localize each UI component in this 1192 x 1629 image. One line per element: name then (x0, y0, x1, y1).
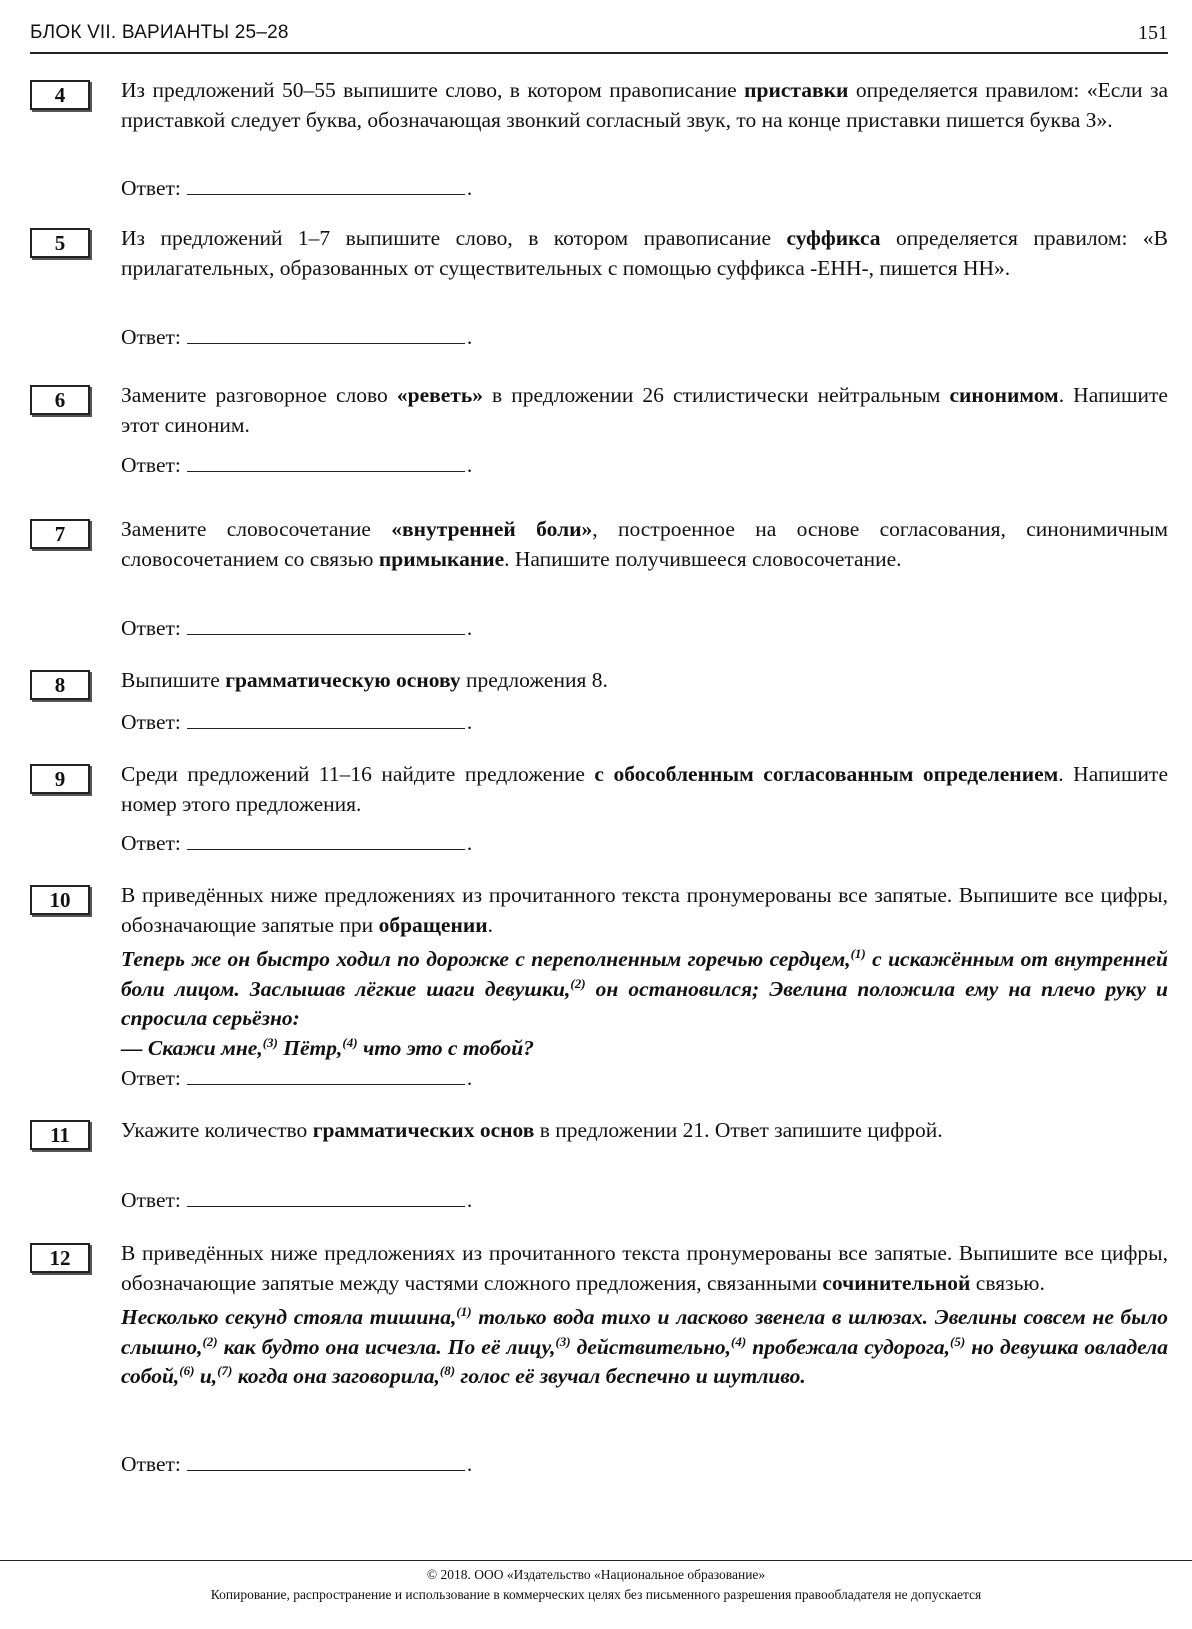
task-12 (30, 1239, 1168, 1392)
task-question: Выпишите грамматическую основу предложения 8. (121, 668, 608, 692)
quoted-text: Несколько секунд стояла тишина,$^{(1)}$ только вода тихо и ласково звенела в шлюзах. Эвелины совсем не было слышно,$^{(2)}$ как будто она исчезла. По её лицу,$^{(3)}$ действительно,$^{(4)}$ пробежала судорога,$^{(5)}$ но девушка овладела собой,$^{(6)}$ и,$^{(7)}$ когда она заговорила,$^{(8)}$ голос её звучал беспечно и шутливо. (121, 1303, 1168, 1388)
answer-line-4[interactable] (187, 174, 465, 195)
task-question: В приведённых ниже предложениях из прочитанного текста пронумерованы все запятые. Выпишите все цифры, обозначающие запятые между частями сложного предложения, связанными сочинительной связью. (121, 1241, 1168, 1295)
copyright-notice: Копирование, распространение и использование в коммерческих целях без письменного разрешения правообладателя не допускается (210, 1587, 982, 1602)
footer-divider (0, 1560, 1192, 1561)
task-question: В приведённых ниже предложениях из прочитанного текста пронумерованы все запятые. Выпишите все цифры, обозначающие запятые при обращении. (121, 883, 1168, 937)
task-4 (30, 76, 1168, 135)
task-number-box: 10 (30, 885, 90, 915)
answer-line-10[interactable] (187, 1064, 465, 1085)
task-8 (30, 666, 1168, 696)
answer-4: Ответ: . (121, 176, 473, 200)
answer-line-11[interactable] (187, 1186, 465, 1207)
section-title: БЛОК VII. ВАРИАНТЫ 25–28 (30, 22, 289, 43)
task-number-box: 4 (30, 80, 90, 110)
task-question: Из предложений 1–7 выпишите слово, в котором правописание суффикса определяется правилом: «В прилагательных, образованных от существительных с помощью суффикса -ЕНН-, пишется НН». (121, 226, 1168, 280)
answer-8: Ответ: . (121, 710, 473, 734)
task-question: Укажите количество грамматических основ в предложении 21. Ответ запишите цифрой. (121, 1118, 943, 1142)
task-question: Среди предложений 11–16 найдите предложение с обособленным согласованным определением. Напишите номер этого предложения. (121, 762, 1168, 816)
task-number-box: 11 (30, 1120, 90, 1150)
task-question: Замените словосочетание «внутренней боли», построенное на основе согласования, синонимичным словосочетанием со связью примыкание. Напишите получившееся словосочетание. (121, 517, 1168, 571)
answer-line-12[interactable] (187, 1450, 465, 1471)
answer-line-7[interactable] (187, 614, 465, 635)
answer-line-6[interactable] (187, 451, 465, 472)
task-9 (30, 760, 1168, 819)
running-head (30, 22, 1168, 50)
quoted-text: Теперь же он быстро ходил по дорожке с переполненным горечью сердцем,$^{(1)}$ с искажённым от внутренней боли лицом. Заслышав лёгкие шаги девушки,$^{(2)}$ он остановился; Эвелина положила ему на плечо руку и спросила серьёзно: — Скажи мне,$^{(3)}$ Пётр,$^{(4)}$ что это с тобой? (121, 945, 1168, 1060)
task-question: Из предложений 50–55 выпишите слово, в котором правописание приставки определяется правилом: «Если за приставкой следует буква, обозначающая звонкий согласный звук, то на конце приставки пишется буква З». (121, 78, 1168, 132)
page-number: 151 (1138, 22, 1168, 44)
task-number-box: 5 (30, 228, 90, 258)
answer-12: Ответ: . (121, 1452, 473, 1476)
task-number-box: 8 (30, 670, 90, 700)
answer-10: Ответ: . (121, 1066, 473, 1090)
task-10 (30, 881, 1168, 1063)
task-number-box: 12 (30, 1243, 90, 1273)
task-5 (30, 224, 1168, 283)
answer-6: Ответ: . (121, 453, 473, 477)
task-11 (30, 1116, 1168, 1146)
answer-11: Ответ: . (121, 1188, 473, 1212)
copyright: © 2018. ООО «Издательство «Национальное образование» (426, 1567, 766, 1582)
answer-9: Ответ: . (121, 831, 473, 855)
task-question: Замените разговорное слово «реветь» в предложении 26 стилистически нейтральным синонимом. Напишите этот синоним. (121, 383, 1168, 437)
answer-line-9[interactable] (187, 829, 465, 850)
header-divider (30, 52, 1168, 54)
task-6 (30, 381, 1168, 440)
answer-line-5[interactable] (187, 323, 465, 344)
answer-7: Ответ: . (121, 616, 473, 640)
task-number-box: 9 (30, 764, 90, 794)
task-number-box: 6 (30, 385, 90, 415)
task-number-box: 7 (30, 519, 90, 549)
answer-5: Ответ: . (121, 325, 473, 349)
answer-line-8[interactable] (187, 708, 465, 729)
task-7 (30, 515, 1168, 574)
